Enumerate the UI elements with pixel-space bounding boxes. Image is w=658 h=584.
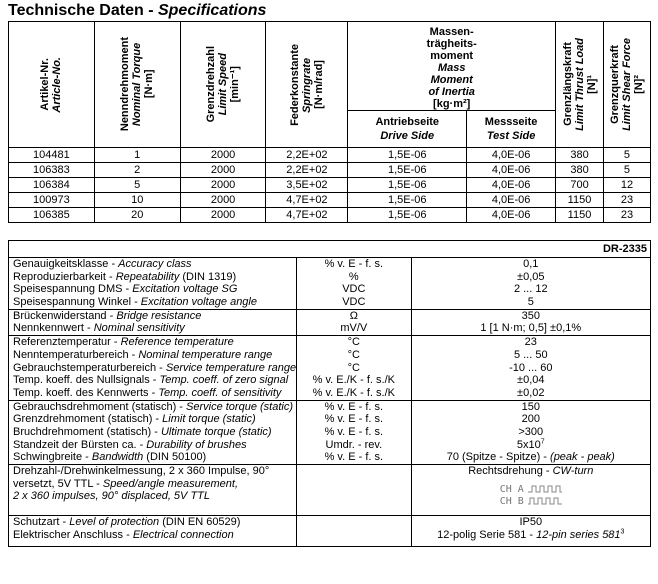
channel-b-wave-icon bbox=[528, 497, 562, 505]
spec-label: Nenntemperaturbereich - Nominal temperature range bbox=[13, 348, 273, 361]
spec-unit: °C bbox=[347, 336, 360, 349]
spec-units bbox=[297, 400, 411, 464]
spec-unit: % v. E - f. s. bbox=[324, 451, 384, 464]
spec-label: Bruchdrehmoment (statisch) - Ultimate torque (static) bbox=[13, 425, 272, 438]
cell-shear: 5 bbox=[603, 163, 650, 178]
spec-value: ±0,05 bbox=[517, 270, 545, 283]
cell-torque: 20 bbox=[94, 208, 180, 223]
protection-connection-value: IP50 12-polig Serie 581 - 12-pin series $581^3$ bbox=[411, 516, 650, 547]
cell-torque: 10 bbox=[94, 193, 180, 208]
channel-b-label: CH B bbox=[499, 495, 524, 507]
spec-label: Referenztemperatur - Reference temperature bbox=[13, 336, 234, 349]
spec-unit: % v. E./K - f. s./K bbox=[312, 386, 395, 399]
spec-unit: VDC bbox=[342, 283, 366, 296]
spec-value: ±0,04 bbox=[517, 374, 545, 387]
spec-unit: mV/V bbox=[340, 322, 368, 335]
cell-shear: 23 bbox=[603, 208, 650, 223]
spec-unit: VDC bbox=[342, 296, 366, 309]
cell-shear: 23 bbox=[603, 193, 650, 208]
header-drive-side: Antriebseite Drive Side bbox=[348, 111, 467, 148]
spec-group bbox=[9, 336, 651, 400]
spec-value: $5x10^7$ bbox=[516, 437, 545, 451]
cell-article: 106384 bbox=[9, 178, 95, 193]
cell-test: 4,0E-06 bbox=[467, 193, 556, 208]
cell-spring: 3,5E+02 bbox=[266, 178, 348, 193]
table-row bbox=[9, 178, 651, 193]
spec-unit: % v. E - f. s. bbox=[324, 258, 384, 270]
cell-test: 4,0E-06 bbox=[467, 148, 556, 163]
spec-value: 5 ... 50 bbox=[513, 348, 548, 361]
spec-unit: % bbox=[348, 270, 359, 283]
spec-unit: % v. E - f. s. bbox=[324, 425, 384, 438]
spec-units bbox=[297, 336, 411, 400]
speed-measurement-value: Rechtsdrehung - CW-turn CH A CH B bbox=[411, 465, 650, 516]
cell-article: 104481 bbox=[9, 148, 95, 163]
spec-label: Speisespannung DMS - Excitation voltage SG bbox=[13, 283, 238, 296]
cell-thrust: 380 bbox=[556, 148, 604, 163]
cell-test: 4,0E-06 bbox=[467, 163, 556, 178]
spec-value: ±0,02 bbox=[517, 386, 545, 399]
spec-value: 1 [1 N·m; 0,5] ±0,1% bbox=[480, 322, 582, 335]
cell-drive: 1,5E-06 bbox=[348, 148, 467, 163]
cell-article: 106385 bbox=[9, 208, 95, 223]
header-inertia: Massen- trägheits- moment Mass Moment of Inertia [kg·m²] bbox=[348, 22, 556, 111]
channel-a-label: CH A bbox=[499, 483, 524, 495]
channel-a-wave-icon bbox=[528, 485, 562, 493]
spec-values bbox=[411, 336, 650, 400]
spec-value: 150 bbox=[521, 400, 540, 413]
speed-measurement-unit bbox=[297, 465, 411, 516]
cell-drive: 1,5E-06 bbox=[348, 208, 467, 223]
cell-speed: 2000 bbox=[180, 148, 266, 163]
cell-torque: 5 bbox=[94, 178, 180, 193]
spec-value: 0,1 bbox=[523, 258, 539, 270]
protection-connection-label: Schutzart - Level of protection (DIN EN 60529) Elektrischer Anschluss - Electrical connection bbox=[9, 516, 297, 547]
spec-label: Gebrauchsdrehmoment (statisch) - Service torque (static) bbox=[13, 400, 293, 413]
spec-label: Genauigkeitsklasse - Accuracy class bbox=[13, 258, 192, 270]
header-springrate: Federkonstante Springrate [N·m/rad] bbox=[266, 22, 348, 148]
spec-group bbox=[9, 309, 651, 335]
spec-unit: % v. E - f. s. bbox=[324, 413, 384, 426]
spec-values bbox=[411, 309, 650, 335]
spec-values bbox=[411, 258, 650, 310]
spec-value: 70 (Spitze - Spitze) - (peak - peak) bbox=[446, 451, 615, 464]
spec-unit: °C bbox=[347, 348, 360, 361]
title-en: Specifications bbox=[157, 2, 267, 19]
cell-speed: 2000 bbox=[180, 178, 266, 193]
spec-value: 350 bbox=[521, 309, 540, 322]
spec-value: -10 ... 60 bbox=[509, 361, 553, 374]
table-row bbox=[9, 193, 651, 208]
protection-connection-unit bbox=[297, 516, 411, 547]
cell-drive: 1,5E-06 bbox=[348, 178, 467, 193]
page-title bbox=[8, 2, 266, 20]
cell-test: 4,0E-06 bbox=[467, 208, 556, 223]
cell-thrust: 1150 bbox=[556, 193, 604, 208]
header-shear: Grenzquerkraft Limit Shear Force [N]² bbox=[603, 22, 650, 148]
cell-drive: 1,5E-06 bbox=[348, 193, 467, 208]
spec-value: 2 ... 12 bbox=[513, 283, 548, 296]
spec-value: 200 bbox=[521, 413, 540, 426]
cell-spring: 2,2E+02 bbox=[266, 163, 348, 178]
cell-spring: 4,7E+02 bbox=[266, 208, 348, 223]
spec-labels bbox=[9, 309, 297, 335]
spec-labels bbox=[9, 336, 297, 400]
spec-label: Temp. koeff. des Kennwerts - Temp. coeff. of sensitivity bbox=[13, 386, 282, 399]
spec-units bbox=[297, 258, 411, 310]
cell-drive: 1,5E-06 bbox=[348, 163, 467, 178]
spec-table bbox=[8, 240, 651, 547]
spec-unit: % v. E - f. s. bbox=[324, 400, 384, 413]
cell-thrust: 700 bbox=[556, 178, 604, 193]
spec-label: Grenzdrehmoment (statisch) - Limit torque (static) bbox=[13, 413, 256, 426]
spec-unit: Ω bbox=[349, 309, 358, 322]
cell-article: 100973 bbox=[9, 193, 95, 208]
spec-label: Gebrauchstemperaturbereich - Service temperature range bbox=[13, 361, 297, 374]
cell-torque: 1 bbox=[94, 148, 180, 163]
header-speed: Grenzdrehzahl Limit Speed [min⁻¹] bbox=[180, 22, 266, 148]
spec-label: Schwingbreite - Bandwidth (DIN 50100) bbox=[13, 451, 207, 464]
table-row bbox=[9, 148, 651, 163]
cell-spring: 2,2E+02 bbox=[266, 148, 348, 163]
spec-label: Reproduzierbarkeit - Repeatability (DIN 1319) bbox=[13, 270, 237, 283]
cell-torque: 2 bbox=[94, 163, 180, 178]
model-id: DR-2335 bbox=[9, 241, 651, 258]
table-row bbox=[9, 208, 651, 223]
spec-value: >300 bbox=[518, 425, 544, 438]
cell-article: 106383 bbox=[9, 163, 95, 178]
spec-unit: °C bbox=[347, 361, 360, 374]
table-row bbox=[9, 163, 651, 178]
spec-unit: % v. E./K - f. s./K bbox=[312, 374, 395, 387]
cell-speed: 2000 bbox=[180, 163, 266, 178]
spec-label: Nennkennwert - Nominal sensitivity bbox=[13, 322, 185, 335]
header-article: Artikel-Nr. Article-No. bbox=[9, 22, 95, 148]
spec-label: Temp. koeff. des Nullsignals - Temp. coeff. of zero signal bbox=[13, 374, 289, 387]
spec-label: Speisespannung Winkel - Excitation voltage angle bbox=[13, 296, 257, 309]
spec-values bbox=[411, 400, 650, 464]
cell-thrust: 380 bbox=[556, 163, 604, 178]
spec-labels bbox=[9, 258, 297, 310]
spec-group bbox=[9, 258, 651, 310]
speed-measurement-label: Drehzahl-/Drehwinkelmessung, 2 x 360 Impulse, 90° versetzt, 5V TTL - Speed/angle measurement, 2 x 360 impulses, 90° displaced, 5V TTL bbox=[9, 465, 297, 516]
spec-label: Brückenwiderstand - Bridge resistance bbox=[13, 309, 202, 322]
spec-value: 5 bbox=[527, 296, 534, 309]
cell-shear: 12 bbox=[603, 178, 650, 193]
cell-test: 4,0E-06 bbox=[467, 178, 556, 193]
spec-group bbox=[9, 400, 651, 464]
cell-spring: 4,7E+02 bbox=[266, 193, 348, 208]
spec-unit: Umdr. - rev. bbox=[325, 438, 383, 451]
header-torque: Nenndrehmoment Nominal Torque [N·m] bbox=[94, 22, 180, 148]
cell-thrust: 1150 bbox=[556, 208, 604, 223]
signal-diagram bbox=[412, 484, 650, 508]
cell-speed: 2000 bbox=[180, 193, 266, 208]
header-test-side: Messseite Test Side bbox=[467, 111, 556, 148]
spec-label: Standzeit der Bürsten ca. - Durability of brushes bbox=[13, 438, 247, 451]
header-thrust: Grenzlängskraft Limit Thrust Load [N]¹ bbox=[556, 22, 604, 148]
spec-labels bbox=[9, 400, 297, 464]
spec-value: 23 bbox=[524, 336, 537, 349]
product-table bbox=[8, 21, 651, 223]
cell-speed: 2000 bbox=[180, 208, 266, 223]
title-de: Technische Daten - bbox=[8, 2, 158, 19]
spec-units bbox=[297, 309, 411, 335]
cell-shear: 5 bbox=[603, 148, 650, 163]
